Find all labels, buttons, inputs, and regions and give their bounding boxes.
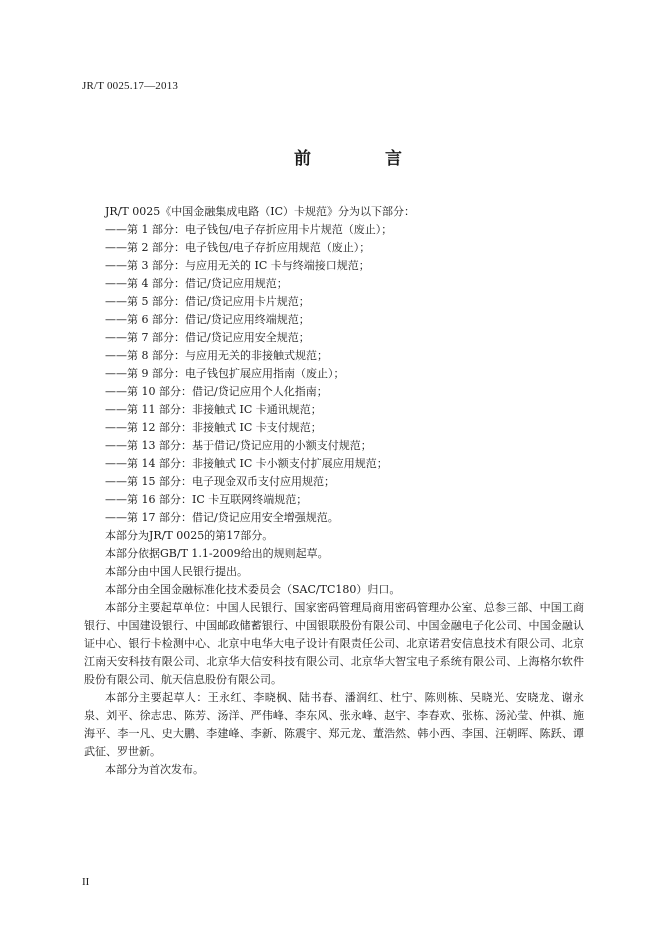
document-body — [84, 203, 584, 779]
part-item: ——第 16 部分：IC 卡互联网终端规范； — [105, 493, 308, 506]
part-item: ——第 4 部分：借记/贷记应用规范； — [105, 277, 288, 290]
page-title: 前 言 — [294, 149, 436, 169]
page-number: II — [82, 876, 90, 888]
paragraph-drafting-rules: 本部分依据GB/T 1.1-2009给出的规则起草。 — [105, 547, 329, 560]
part-item: ——第 7 部分：借记/贷记应用安全规范； — [105, 331, 310, 344]
part-item: ——第 12 部分：非接触式 IC 卡支付规范； — [105, 421, 322, 434]
parts-list — [84, 221, 584, 527]
part-item: ——第 14 部分：非接触式 IC 卡小额支付扩展应用规范； — [105, 457, 388, 470]
part-item: ——第 1 部分：电子钱包/电子存折应用卡片规范（废止）； — [105, 223, 393, 236]
paragraph-first-release: 本部分为首次发布。 — [105, 763, 204, 776]
paragraph-committee: 本部分由全国金融标准化技术委员会（SAC/TC180）归口。 — [105, 583, 401, 596]
part-item: ——第 17 部分：借记/贷记应用安全增强规范。 — [105, 511, 339, 524]
part-item: ——第 13 部分：基于借记/贷记应用的小额支付规范； — [105, 439, 372, 452]
paragraph-drafters: 本部分主要起草人：王永红、李晓枫、陆书春、潘润红、杜宁、陈则栋、吴晓光、安晓龙、谢永泉、刘平、徐志忠、陈芳、汤洋、严伟峰、李东风、张永峰、赵宇、李春欢、张栋、汤沁莹、仲祺、施海平、李一凡、史大鹏、李建峰、李新、陈震宇、郑元龙、董浩然、韩小西、李国、汪朝晖、陈跃、谭武征、罗世新。 — [84, 691, 584, 758]
part-item: ——第 11 部分：非接触式 IC 卡通讯规范； — [105, 403, 322, 416]
part-item: ——第 3 部分：与应用无关的 IC 卡与终端接口规范； — [105, 259, 370, 272]
document-code: JR/T 0025.17—2013 — [82, 80, 179, 92]
part-item: ——第 15 部分：电子现金双币支付应用规范； — [105, 475, 335, 488]
part-item: ——第 6 部分：借记/贷记应用终端规范； — [105, 313, 310, 326]
part-item: ——第 8 部分：与应用无关的非接触式规范； — [105, 349, 328, 362]
part-item: ——第 10 部分：借记/贷记应用个人化指南； — [105, 385, 328, 398]
paragraph-drafting-units: 本部分主要起草单位：中国人民银行、国家密码管理局商用密码管理办公室、总参三部、中国工商银行、中国建设银行、中国邮政储蓄银行、中国银联股份有限公司、中国金融电子化公司、中国金融认证中心、银行卡检测中心、北京中电华大电子设计有限责任公司、北京诺君安信息技术有限公司、北京江南天安科技有限公司、北京华大信安科技有限公司、北京华大智宝电子系统有限公司、上海格尔软件股份有限公司、航天信息股份有限公司。 — [84, 601, 584, 686]
paragraph-proposer: 本部分由中国人民银行提出。 — [105, 565, 248, 578]
part-item: ——第 9 部分：电子钱包扩展应用指南（废止）； — [105, 367, 345, 380]
part-item: ——第 2 部分：电子钱包/电子存折应用规范（废止）； — [105, 241, 371, 254]
intro-line: JR/T 0025《中国金融集成电路（IC）卡规范》分为以下部分： — [105, 205, 415, 218]
part-item: ——第 5 部分：借记/贷记应用卡片规范； — [105, 295, 310, 308]
paragraph-part-number: 本部分为JR/T 0025的第17部分。 — [105, 529, 274, 542]
